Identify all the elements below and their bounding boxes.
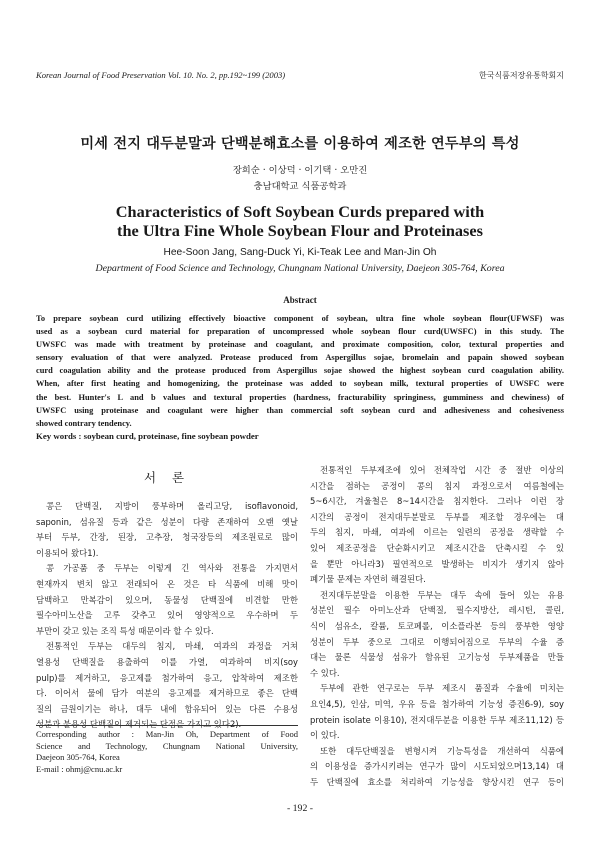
body-line: 이 있다. [310, 730, 340, 741]
body-line: 시간의 공정이 전지대두분말로 두부를 제조할 경우에는 대 [310, 511, 564, 522]
korean-title: 미세 전지 대두분말과 단백분해효소를 이용하여 제조한 연두부의 특성 [80, 136, 520, 152]
abstract-heading: Abstract [283, 295, 317, 305]
body-line: 시간을 점하는 공정이 콩의 침지 과정으로서 여름철에는 [310, 480, 564, 491]
body-line: 담백하고 만복감이 있으며, 동물성 단백질에 비견할 만한 [36, 594, 298, 605]
body-line: 현재까지 변치 않고 전래되어 온 것은 타 식품에 비해 맛이 [36, 578, 298, 589]
footnote-line: Corresponding author : Man-Jin Oh, Department of Food [36, 729, 298, 739]
english-title-line: Characteristics of Soft Soybean Curds prepared with [115, 202, 485, 221]
body-line: 성분이 두부 중으로 그대로 이행되어짐으로 두부의 수율 증 [310, 636, 564, 647]
body-line: 폐기물 문제는 자연히 해결된다. [310, 574, 426, 585]
body-line: 을 뿐만 아니라3) 필연적으로 발생하는 비지가 생기지 않아 [310, 558, 564, 569]
page-number: - 192 - [286, 803, 314, 814]
abstract-line: showed contrary tendency. [36, 418, 132, 428]
body-line: 두부에 관한 연구로는 두부 제조시 품질과 수율에 미치는 [320, 683, 564, 694]
footnote-divider [36, 725, 298, 726]
body-line: 열용성 단백질을 용출하여 이를 가열, 여과하여 비지(soy [36, 656, 298, 667]
english-authors: Hee-Soon Jang, Sang-Duck Yi, Ki-Teak Lee and Man-Jin Oh [163, 247, 437, 258]
body-line: 전통적인 두부제조에 있어 전체작업 시간 중 절반 이상의 [320, 465, 564, 475]
abstract-line: When, after first heating and homogenizing, the proteinase was added to soybean milk, textural properties of UWSFC were [36, 379, 564, 389]
body-line: 다. 이어서 물에 담가 여분의 응고제를 제거하므로 좋은 단백 [36, 688, 298, 699]
body-line: 두 단백질에 효소를 처리하여 기능성을 향상시킨 연구 등이 [310, 776, 564, 787]
body-line: 부만이 갖고 있는 조직 특성 때문이라 할 수 있다. [36, 625, 214, 636]
abstract-line: UWSFC using proteinase and coagulant were higher than commercial soft soybean curd and adhesiveness and cohesiveness [36, 405, 564, 415]
english-title-line: the Ultra Fine Whole Soybean Flour and Proteinases [117, 221, 483, 240]
abstract-body [36, 312, 564, 430]
body-line: 있어 제조공정을 단순화시키고 제조시간을 단축시킬 수 있 [310, 542, 564, 553]
body-line: 수 있다. [310, 667, 340, 678]
keywords: Key words : soybean curd, proteinase, fine soybean powder [36, 431, 259, 441]
body-line: pulp)를 제거하고, 응고제를 첨가하여 응고, 압착하여 제조한 [36, 672, 298, 683]
korean-affiliation: 충남대학교 식품공학과 [253, 181, 347, 192]
english-title [0, 202, 600, 240]
body-line: 전통적인 두부는 대두의 침지, 마쇄, 여과의 과정을 거쳐 [46, 641, 298, 652]
body-line: 성분인 필수 아미노산과 단백질, 필수지방산, 레시틴, 콜린, [310, 605, 564, 616]
footnote-line: Science and Technology, Chungnam National University, [36, 740, 298, 751]
body-line: 이용되어 왔다1). [36, 547, 99, 558]
english-affiliation: Department of Food Science and Technology, Chungnam National University, Daejeon 305-764, Korea [95, 263, 505, 274]
right-column [310, 463, 564, 790]
section-heading-introduction: 서 론 [143, 470, 191, 485]
korean-authors: 장희순 · 이상덕 · 이기택 · 오만진 [232, 165, 368, 176]
body-line: 콩 가공품 중 두부는 이렇게 긴 역사와 전통을 가지면서 [46, 563, 298, 574]
body-line: 의 이용성을 증가시키려는 연구가 많이 시도되었으며13,14) 대 [310, 761, 564, 772]
society-name: 한국식품저장유통학회지 [478, 71, 564, 80]
body-line: 요인4,5), 인삼, 미역, 우유 등을 첨가하여 기능성 증진6-9), soy [310, 698, 564, 709]
body-line: 대는 물론 식물성 섬유가 함유된 고기능성 두부제품을 만들 [310, 652, 564, 663]
corresponding-author-footnote [36, 729, 298, 775]
footnote-line: Daejeon 305-764, Korea [36, 752, 120, 762]
body-line: 5~6시간, 겨울철은 8~14시간을 침지한다. 그러나 이런 장 [310, 496, 564, 507]
abstract-line: To prepare soybean curd utilizing effectively bioactive component of soybean, ultra fine whole soybean flour(UFWSF) was [36, 314, 564, 323]
abstract-line: used as a soybean curd material for preparation of uncompressed whole soybean flour curd(UWSFC) in this study. The [36, 327, 564, 337]
body-line: 성분과 불용성 단백질이 제거되는 단점을 가지고 있다2). [36, 719, 242, 730]
body-line: 식이 섬유소, 칼륨, 토코페롤, 이소플라본 등의 풍부한 영양 [310, 620, 564, 631]
body-line: protein isolate 이용10), 전지대두분을 이용한 두부 제조11,12) 등 [310, 714, 564, 725]
body-line: 콩은 단백질, 지방이 풍부하며 올리고당, isoflavonoid, [46, 501, 298, 511]
body-line: 또한 대두단백질을 변형시켜 기능특성을 개선하여 식품에 [320, 745, 564, 756]
abstract-line: sensory evaluation of that were analyzed. Protease produced from Aspergillus sojae, bromelain and papain showed soybean [36, 353, 564, 363]
body-line: 두의 침지, 마쇄, 여과에 이르는 일련의 공정을 생략할 수 [310, 527, 564, 538]
body-line: 질의 금원이기는 하나, 대두 내에 함유되어 있는 다른 수용성 [36, 703, 298, 714]
body-line: 전지대두분말을 이용한 두부는 대두 속에 들어 있는 유용 [320, 589, 564, 600]
abstract-line: curd coagulation ability and the protease produced from Aspergillus sojae showed the highest soybean curd coagulation ability. [36, 366, 564, 376]
left-column [36, 499, 298, 733]
body-line: 필수아미노산을 고루 갖추고 있어 영양적으로 우수하며 두 [36, 610, 298, 621]
body-line: 부터 두부, 간장, 된장, 고추장, 청국장등의 제조원료로 많이 [36, 532, 298, 543]
abstract-line: the best. Hunter's L and b values and textural properties (hardness, fracturability springiness, gumminess and chewiness) of [36, 392, 564, 402]
journal-citation: Korean Journal of Food Preservation Vol. 10. No. 2, pp.192~199 (2003) [36, 70, 286, 80]
footnote-email: E-mail : ohmj@cnu.ac.kr [36, 763, 123, 774]
abstract-line: UWSFC was made with treatment by proteinase and coagulant, and proximate composition, color, textural properties and [36, 340, 564, 350]
body-line: saponin, 섬유질 등과 같은 성분이 다량 존재하여 오랜 옛날 [36, 516, 298, 527]
